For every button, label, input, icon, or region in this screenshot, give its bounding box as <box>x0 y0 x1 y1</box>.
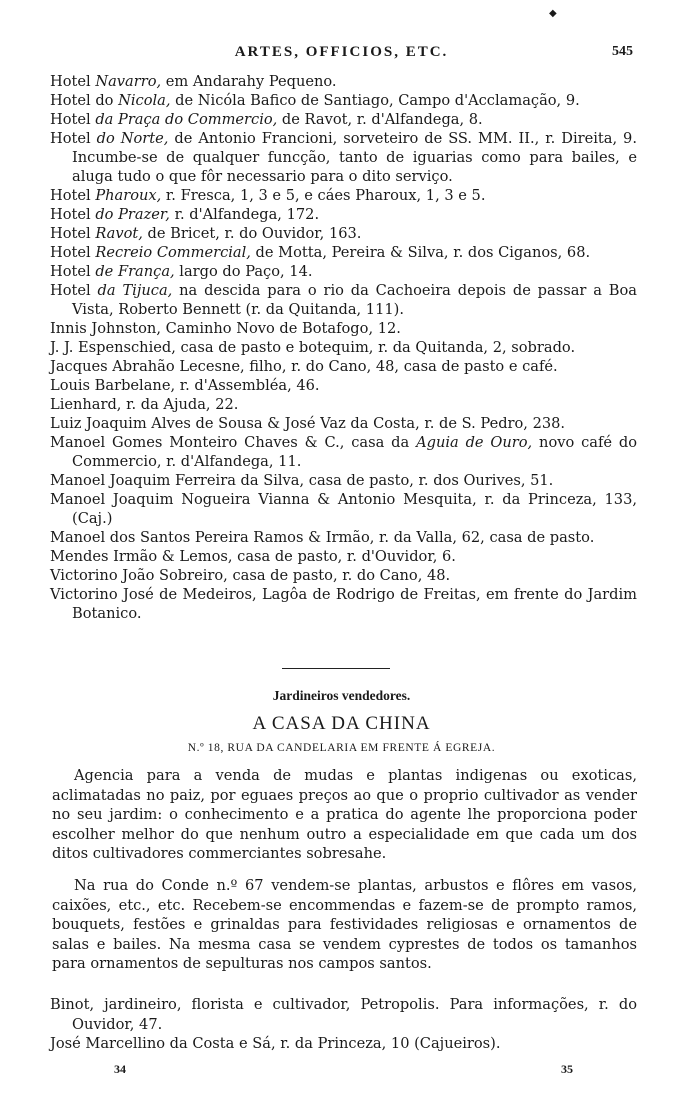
entry-text: Jacques Abrahão Lecesne, filho, r. do Cano, 48, casa de pasto e café. <box>50 358 558 375</box>
entry-text: r. d'Alfandega, 172. <box>169 206 320 223</box>
entry-text: r. Fresca, 1, 3 e 5, e cáes Pharoux, 1, 3 e 5. <box>161 187 486 204</box>
list-item <box>50 528 637 547</box>
entry-text: Victorino José de Medeiros, Lagôa de Rodrigo de Freitas, em frente do Jardim Botanico. <box>50 586 637 622</box>
list-item <box>50 414 637 433</box>
establishment-name: Pharoux, <box>95 187 162 204</box>
entry-text: Hotel <box>50 225 96 242</box>
entry-text: Mendes Irmão & Lemos, casa de pasto, r. d'Ouvidor, 6. <box>50 548 456 565</box>
establishment-name: do Norte, <box>96 130 169 147</box>
advertisement-paragraph: Agencia para a venda de mudas e plantas indigenas ou exoticas, aclimatadas no paiz, por eguaes preços ao que o proprio cultivador as vender no seu jardim: o conhecimento e a pratica do agente lhe proporciona poder escolher melhor do que nenhum outro a especialidade em que cada um dos ditos cultivadores commerciantes sobresahe. <box>52 767 637 862</box>
list-item <box>50 281 637 319</box>
establishment-name: da Tijuca, <box>97 282 173 299</box>
entry-text: de Ravot, r. d'Alfandega, 8. <box>277 111 483 128</box>
list-item <box>50 338 637 357</box>
entry-text: Hotel <box>50 73 96 90</box>
entry-text: na descida para o rio da Cachoeira depois de passar a Boa Vista, Roberto Bennett (r. da Quitanda, 111). <box>72 282 637 318</box>
list-item: José Marcellino da Costa e Sá, r. da Princeza, 10 (Cajueiros). <box>50 1035 501 1052</box>
establishment-name: Ravot, <box>95 225 143 242</box>
entry-text: Hotel <box>50 187 96 204</box>
entry-text: Manoel dos Santos Pereira Ramos & Irmão, r. da Valla, 62, casa de pasto. <box>50 529 595 546</box>
list-item <box>50 205 637 224</box>
entry-text: Hotel <box>50 244 96 261</box>
entry-text: de Antonio Francioni, sorveteiro de SS. MM. II., r. Direita, 9. Incumbe-se de qualquer funcção, tanto de iguarias como para bailes, e aluga tudo o que fôr necessario para o dito serviço. <box>72 130 637 185</box>
entry-text: Hotel <box>50 282 98 299</box>
entry-text: Hotel <box>50 111 96 128</box>
running-head: ARTES, OFFICIOS, ETC. <box>234 44 449 60</box>
page-number: 545 <box>612 44 633 59</box>
directory-entries <box>50 72 637 623</box>
entry-text: Luiz Joaquim Alves de Sousa & José Vaz da Costa, r. de S. Pedro, 238. <box>50 415 566 432</box>
signature-mark-right: 35 <box>561 1062 573 1076</box>
list-item <box>50 376 637 395</box>
entry-text: Victorino João Sobreiro, casa de pasto, r. do Cano, 48. <box>50 567 451 584</box>
list-item <box>50 395 637 414</box>
entry-text: Louis Barbelane, r. d'Assembléa, 46. <box>50 377 320 394</box>
shop-name: A CASA DA CHINA <box>252 713 431 734</box>
list-item <box>50 547 637 566</box>
entry-text: em Andarahy Pequeno. <box>161 73 337 90</box>
entry-text: Manoel Joaquim Nogueira Vianna & Antonio Mesquita, r. da Princeza, 133, (Caj.) <box>50 491 637 527</box>
entry-text: Manoel Gomes Monteiro Chaves & C., casa da <box>50 434 417 451</box>
entry-text: J. J. Espenschied, casa de pasto e botequim, r. da Quitanda, 2, sobrado. <box>50 339 576 356</box>
list-item <box>50 585 637 623</box>
signature-mark-left: 34 <box>114 1062 126 1076</box>
advertisement-paragraph: Na rua do Conde n.º 67 vendem-se plantas, arbustos e flôres em vasos, caixões, etc., etc. Recebem-se encommendas e fazem-se de prompto ramos, bouquets, festões e grinaldas para festividades religiosas e ornamentos de salas e bailes. Na mesma casa se vendem cyprestes de todos os tamanhos para ornamentos de sepulturas nos campos santos. <box>52 877 637 972</box>
list-item <box>50 91 637 110</box>
entry-text: Hotel do <box>50 92 119 109</box>
shop-address: N.º 18, RUA DA CANDELARIA EM FRENTE Á EGREJA. <box>187 742 496 754</box>
establishment-name: de França, <box>95 263 175 280</box>
entry-text: Hotel <box>50 263 96 280</box>
list-item <box>50 262 637 281</box>
entry-text: Hotel <box>50 206 96 223</box>
page-header <box>50 44 633 68</box>
bottom-entries <box>50 995 637 1054</box>
entry-text: Manoel Joaquim Ferreira da Silva, casa de pasto, r. dos Ourives, 51. <box>50 472 554 489</box>
list-item <box>50 357 637 376</box>
establishment-name: Nicola, <box>118 92 171 109</box>
entry-text: novo café do Commercio, r. d'Alfandega, 11. <box>72 434 637 470</box>
entry-text: largo do Paço, 14. <box>174 263 313 280</box>
section-heading: Jardineiros vendedores. <box>272 688 411 703</box>
list-item <box>50 110 637 129</box>
entry-text: Innis Johnston, Caminho Novo de Botafogo, 12. <box>50 320 401 337</box>
entry-text: Hotel <box>50 130 97 147</box>
establishment-name: da Praça do Commercio, <box>95 111 278 128</box>
entry-text: Lienhard, r. da Ajuda, 22. <box>50 396 239 413</box>
establishment-name: do Prazer, <box>95 206 170 223</box>
entry-text: de Motta, Pereira & Silva, r. dos Ciganos, 68. <box>250 244 591 261</box>
entry-text: de Bricet, r. do Ouvidor, 163. <box>142 225 362 242</box>
establishment-name: Navarro, <box>95 73 162 90</box>
list-item <box>50 186 637 205</box>
list-item <box>50 72 637 91</box>
establishment-name: Recreio Commercial, <box>95 244 251 261</box>
list-item <box>50 433 637 471</box>
corner-mark: ◆ <box>549 8 557 19</box>
list-item: Binot, jardineiro, florista e cultivador, Petropolis. Para informações, r. do Ouvidor, 47. <box>50 996 637 1033</box>
list-item <box>50 319 637 338</box>
list-item <box>50 243 637 262</box>
list-item <box>50 490 637 528</box>
entry-text: de Nicóla Bafico de Santiago, Campo d'Acclamação, 9. <box>170 92 580 109</box>
section-divider <box>282 668 390 669</box>
list-item <box>50 471 637 490</box>
establishment-name: Aguia de Ouro, <box>416 434 533 451</box>
list-item <box>50 129 637 186</box>
list-item <box>50 566 637 585</box>
list-item <box>50 224 637 243</box>
